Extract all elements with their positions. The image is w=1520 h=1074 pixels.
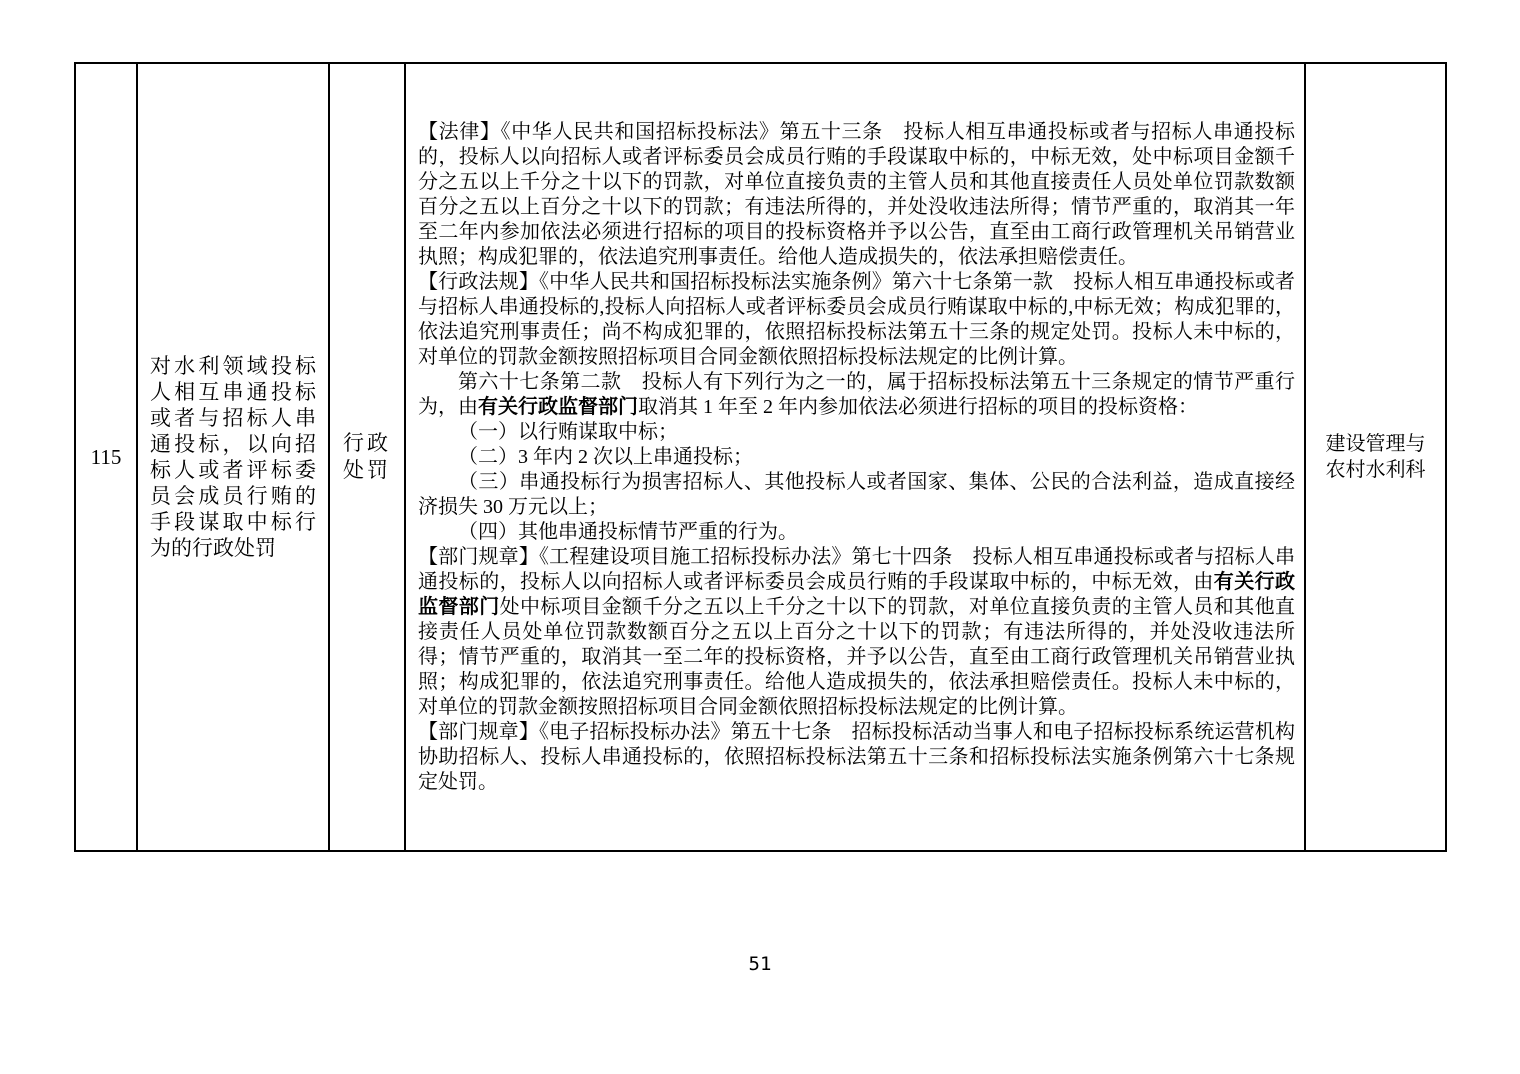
legal-paragraph <box>418 270 1295 370</box>
row-number: 115 <box>90 444 122 469</box>
text-segment: 处中标项目金额千分之五以上千分之十以下的罚款，对单位直接负责的主管人员和其他直接责任人员处单位罚款数额百分之五以上百分之十以下的罚款；有违法所得的，并处没收违法所得；情节严重的，取消其一至二年的投标资格，并予以公告，直至由工商行政管理机关吊销营业执照；构成犯罪的，依法追究刑事责任。给他人造成损失的，依法承担赔偿责任。投标人未中标的，对单位的罚款金额按照招标项目合同金额依照招标投标法规定的比例计算。 <box>418 595 1296 718</box>
matter-name: 对水利领域投标人相互串通投标或者与招标人串通投标，以向招标人或者评标委员会成员行贿的手段谋取中标行为的行政处罚 <box>150 354 316 560</box>
legal-paragraph <box>418 445 1295 470</box>
legal-paragraph <box>418 720 1295 795</box>
legal-paragraph <box>418 420 1295 445</box>
legal-basis-cell <box>404 64 1304 850</box>
text-segment: （四）其他串通投标情节严重的行为。 <box>458 520 798 543</box>
text-segment: （三）串通投标行为损害招标人、其他投标人或者国家、集体、公民的合法利益，造成直接经济损失 30 万元以上； <box>418 470 1295 518</box>
regulation-table-row-115 <box>74 62 1447 852</box>
legal-paragraph <box>418 520 1295 545</box>
text-segment: 【法律】《中华人民共和国招标投标法》第五十三条 投标人相互串通投标或者与招标人串通投标的，投标人以向招标人或者评标委员会成员行贿的手段谋取中标的，中标无效，处中标项目金额千分之五以上千分之十以下的罚款，对单位直接负责的主管人员和其他直接责任人员处单位罚款数额百分之五以上百分之十以下的罚款；有违法所得的，并处没收违法所得；情节严重的，取消其一年至二年内参加依法必须进行招标的项目的投标资格并予以公告，直至由工商行政管理机关吊销营业执照；构成犯罪的，依法追究刑事责任。给他人造成损失的，依法承担赔偿责任。 <box>418 120 1295 268</box>
text-line: 处罚 <box>343 458 391 482</box>
legal-paragraph <box>418 370 1295 420</box>
row-number-cell <box>76 64 136 850</box>
legal-paragraph <box>418 545 1295 720</box>
text-segment: （一）以行贿谋取中标； <box>458 420 678 443</box>
department-cell <box>1304 64 1445 850</box>
text-segment: 【部门规章】《工程建设项目施工招标投标办法》第七十四条 投标人相互串通投标或者与招标人串通投标的，投标人以向招标人或者评标委员会成员行贿的手段谋取中标的，中标无效，由 <box>418 545 1295 593</box>
text-segment: 【部门规章】《电子招标投标办法》第五十七条 招标投标活动当事人和电子招标投标系统运营机构协助招标人、投标人串通投标的，依照招标投标法第五十三条和招标投标法实施条例第六十七条规定处罚。 <box>418 720 1295 793</box>
bold-emphasis: 有关行政监督部门 <box>418 570 1296 618</box>
matter-name-cell <box>136 64 328 850</box>
page-number: 51 <box>748 953 772 975</box>
text-segment: 取消其 1 年至 2 年内参加依法必须进行招标的项目的投标资格： <box>638 395 1198 418</box>
text-line: 建设管理与 <box>1325 433 1426 455</box>
text-segment: 第六十七条第二款 投标人有下列行为之一的，属于招标投标法第五十三条规定的情节严重行为，由 <box>418 370 1295 418</box>
penalty-type-cell <box>328 64 404 850</box>
text-segment: （二）3 年内 2 次以上串通投标； <box>458 445 753 468</box>
legal-paragraph <box>418 470 1295 520</box>
bold-emphasis: 有关行政监督部门 <box>478 395 638 418</box>
text-line: 行政 <box>343 431 391 455</box>
text-line: 农村水利科 <box>1325 459 1426 481</box>
text-segment: 【行政法规】《中华人民共和国招标投标法实施条例》第六十七条第一款 投标人相互串通投标或者与招标人串通投标的,投标人向招标人或者评标委员会成员行贿谋取中标的,中标无效；构成犯罪的，依法追究刑事责任；尚不构成犯罪的，依照招标投标法第五十三条的规定处罚。投标人未中标的，对单位的罚款金额按照招标项目合同金额依照招标投标法规定的比例计算。 <box>418 270 1295 368</box>
legal-paragraph <box>418 120 1295 270</box>
